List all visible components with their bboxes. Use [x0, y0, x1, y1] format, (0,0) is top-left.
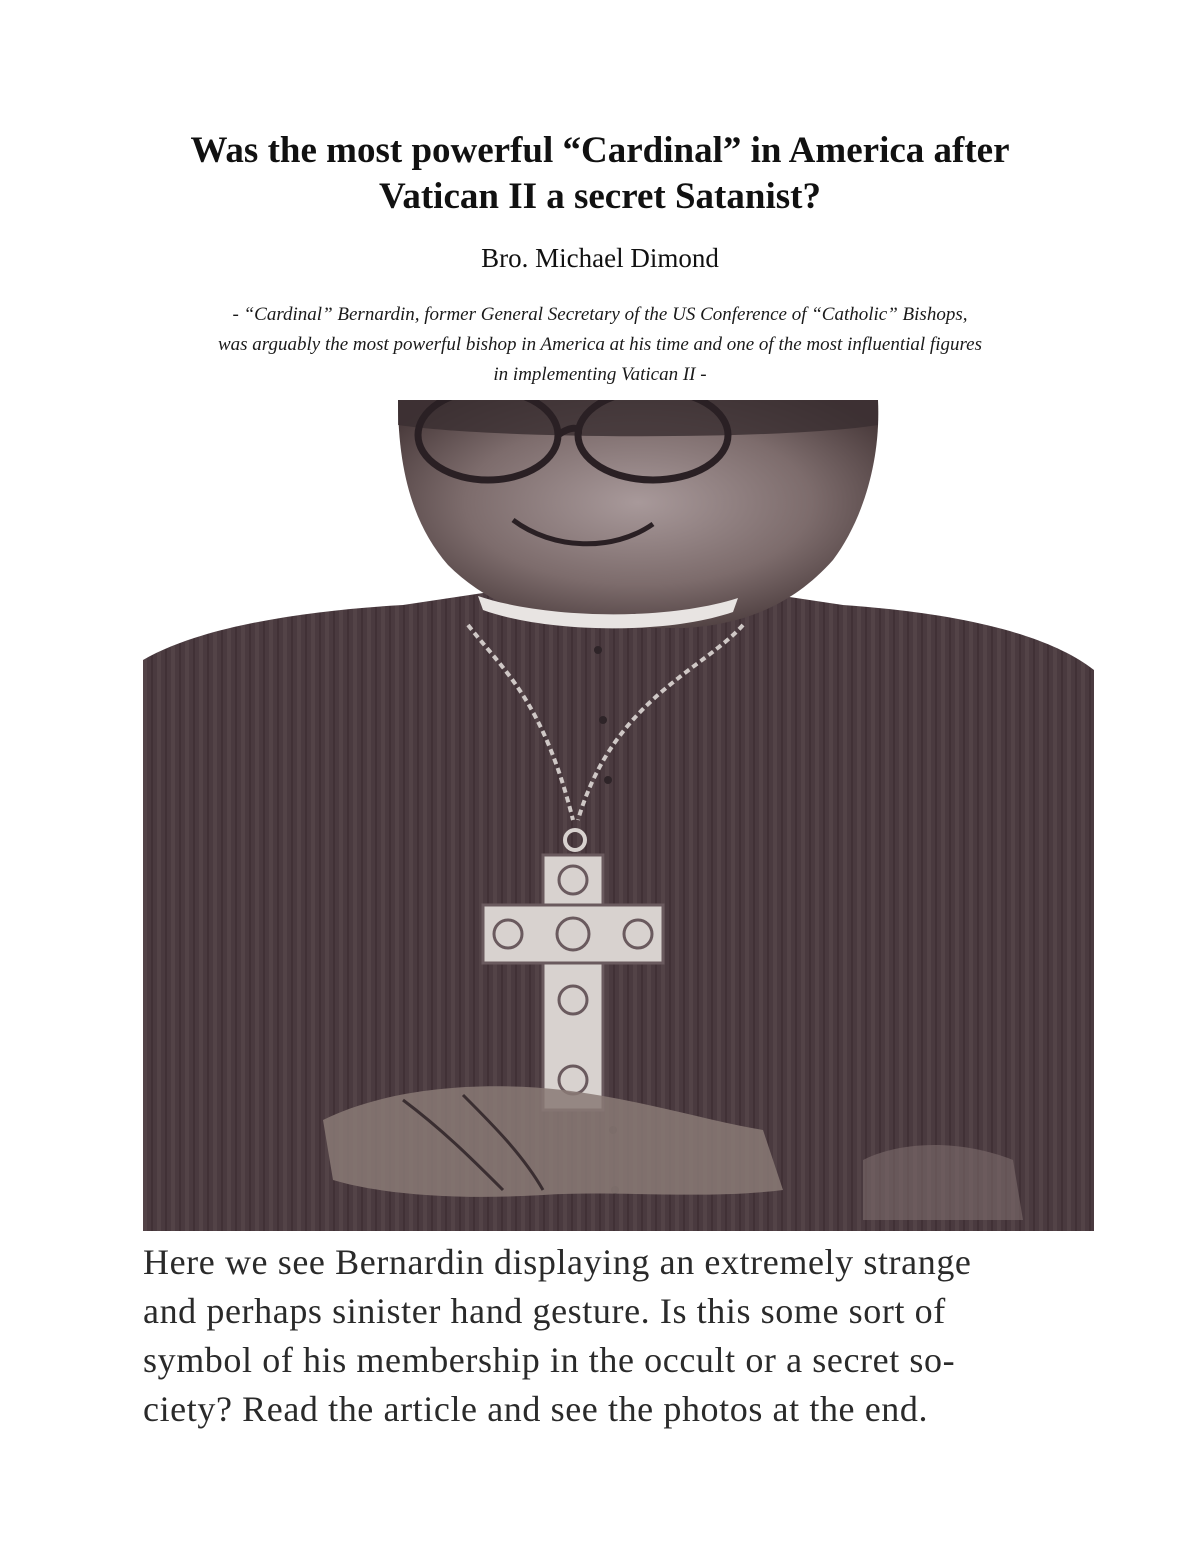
sleeve-right-shape	[863, 1145, 1023, 1220]
body-paragraph	[143, 1238, 1103, 1434]
page-title	[100, 128, 1100, 220]
caption-line-3: in implementing Vatican II -	[493, 364, 707, 385]
body-line-4: ciety? Read the article and see the photos at the end.	[143, 1389, 929, 1429]
title-line-1: Was the most powerful “Cardinal” in America after	[190, 130, 1010, 171]
photo-caption	[130, 300, 1070, 390]
author-byline: Bro. Michael Dimond	[481, 243, 719, 273]
hair-shape	[398, 400, 878, 436]
caption-line-1: - “Cardinal” Bernardin, former General Secretary of the US Conference of “Catholic” Bishops,	[232, 304, 968, 325]
body-line-2: and perhaps sinister hand gesture. Is this some sort of	[143, 1291, 946, 1331]
body-line-3: symbol of his membership in the occult or a secret so-	[143, 1340, 956, 1380]
title-line-2: Vatican II a secret Satanist?	[379, 176, 821, 217]
portrait-photo	[143, 400, 1094, 1231]
portrait-illustration	[143, 400, 1094, 1231]
body-line-1: Here we see Bernardin displaying an extremely strange	[143, 1242, 972, 1282]
caption-line-2: was arguably the most powerful bishop in America at his time and one of the most influential figures	[217, 334, 983, 355]
